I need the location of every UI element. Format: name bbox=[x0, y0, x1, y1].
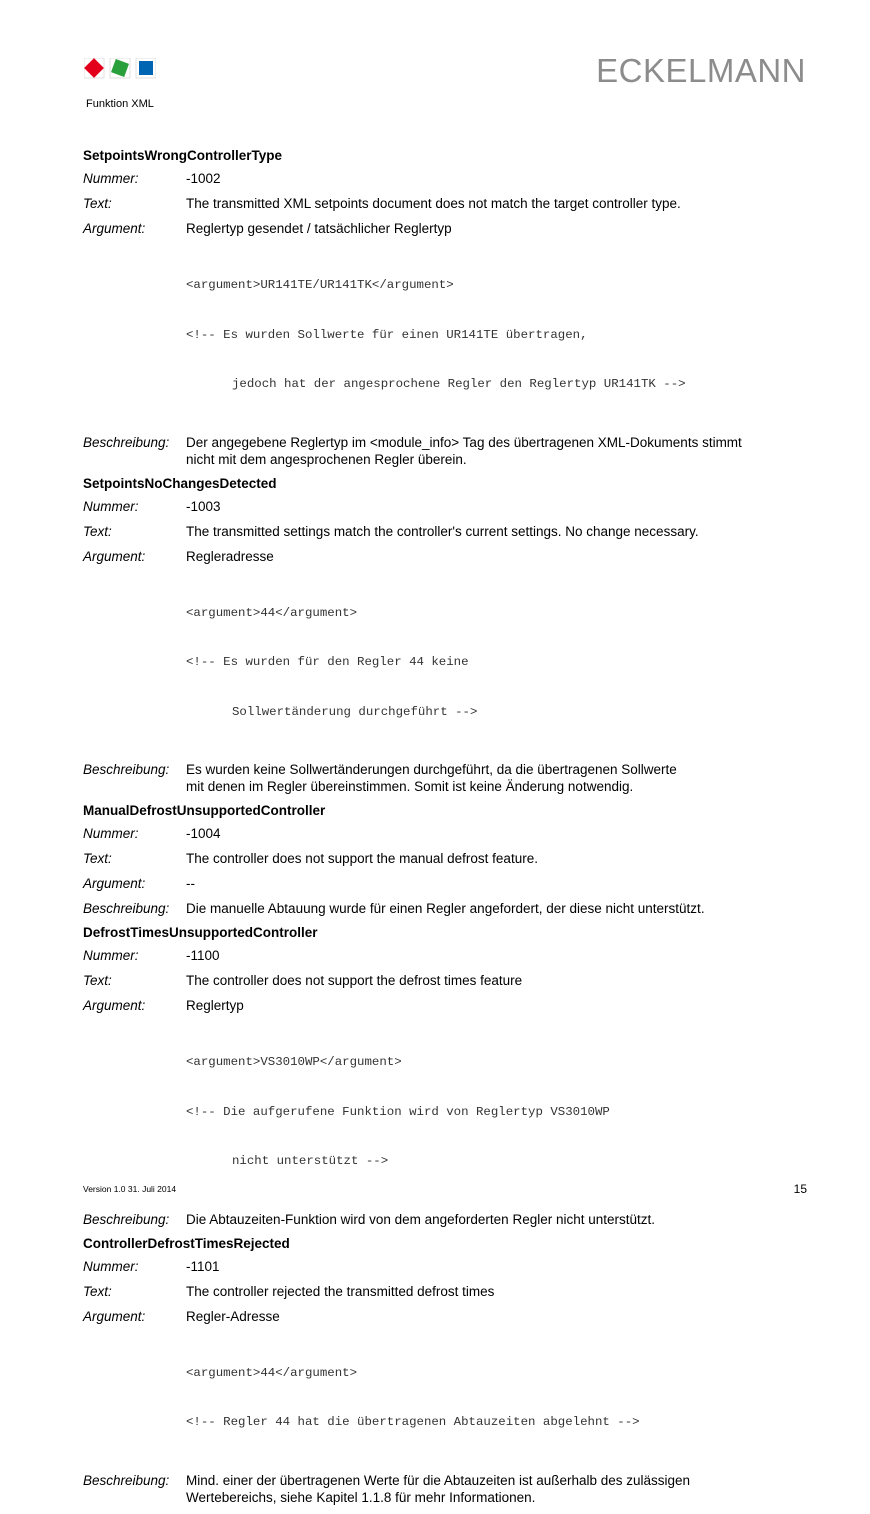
beschreibung-row bbox=[83, 434, 813, 468]
code-line: <!-- Die aufgerufene Funktion wird von Reglertyp VS3010WP bbox=[186, 1104, 610, 1119]
code-line: <argument>UR141TE/UR141TK</argument> bbox=[186, 278, 454, 292]
text-label: Text: bbox=[83, 196, 112, 211]
beschreibung-line: Es wurden keine Sollwertänderungen durchgeführt, da die übertragenen Sollwerte bbox=[186, 762, 677, 777]
code-line: <argument>44</argument> bbox=[186, 605, 358, 620]
code-line: <argument>VS3010WP</argument> bbox=[186, 1055, 402, 1069]
text-label: Text: bbox=[83, 523, 112, 539]
text-label: Text: bbox=[83, 851, 112, 866]
nummer-label: Nummer: bbox=[83, 1258, 139, 1274]
beschreibung-row bbox=[83, 900, 813, 917]
beschreibung-value bbox=[186, 434, 813, 468]
footer-version: Version 1.0 31. Juli 2014 bbox=[83, 1184, 177, 1194]
text-value: The controller rejected the transmitted defrost times bbox=[186, 1283, 495, 1299]
argument-value: Reglertyp gesendet / tatsächlicher Reglertyp bbox=[186, 221, 452, 236]
code-line: jedoch hat der angesprochene Regler den Reglertyp UR141TK --> bbox=[232, 377, 686, 391]
beschreibung-line: Der angegebene Reglertyp im <module_info> Tag des übertragenen XML-Dokuments stimmt bbox=[186, 434, 742, 450]
nummer-value: -1004 bbox=[186, 826, 221, 841]
text-value: The controller does not support the defrost times feature bbox=[186, 973, 523, 988]
nummer-label: Nummer: bbox=[83, 826, 139, 841]
text-value: The controller does not support the manual defrost feature. bbox=[186, 851, 538, 866]
argument-row bbox=[83, 220, 813, 237]
beschreibung-row bbox=[83, 1211, 813, 1228]
text-value: The transmitted settings match the controller's current settings. No change necessary. bbox=[186, 523, 699, 539]
argument-label: Argument: bbox=[83, 548, 146, 564]
argument-label: Argument: bbox=[83, 998, 146, 1013]
text-label: Text: bbox=[83, 973, 112, 988]
beschreibung-label: Beschreibung: bbox=[83, 1472, 170, 1488]
code-example bbox=[186, 1332, 813, 1464]
logo-blue-square bbox=[136, 58, 156, 78]
code-example bbox=[186, 244, 813, 426]
beschreibung-line: Die manuelle Abtauung wurde für einen Regler angefordert, der diese nicht unterstützt. bbox=[186, 901, 705, 916]
argument-label: Argument: bbox=[83, 876, 146, 891]
beschreibung-value bbox=[186, 761, 813, 795]
code-line: nicht unterstützt --> bbox=[232, 1154, 389, 1168]
error-section-setpoints-no-changes-detected bbox=[83, 476, 813, 796]
section-title: DefrostTimesUnsupportedController bbox=[83, 925, 318, 940]
text-row bbox=[83, 1283, 813, 1300]
beschreibung-label: Beschreibung: bbox=[83, 762, 170, 777]
text-row bbox=[83, 523, 813, 540]
code-line: <!-- Regler 44 hat die übertragenen Abtauzeiten abgelehnt --> bbox=[186, 1415, 640, 1429]
nummer-value: -1101 bbox=[186, 1258, 220, 1274]
document-body bbox=[83, 148, 813, 1514]
section-title: ControllerDefrostTimesRejected bbox=[83, 1235, 290, 1251]
code-line: <argument>44</argument> bbox=[186, 1365, 358, 1380]
text-row bbox=[83, 850, 813, 867]
nummer-value: -1003 bbox=[186, 498, 221, 514]
argument-row bbox=[83, 1308, 813, 1325]
argument-value: Regleradresse bbox=[186, 548, 274, 564]
code-example bbox=[186, 1021, 813, 1203]
section-title: SetpointsNoChangesDetected bbox=[83, 475, 277, 491]
error-section-manual-defrost-unsupported-controller bbox=[83, 803, 813, 917]
beschreibung-label: Beschreibung: bbox=[83, 901, 170, 916]
argument-row bbox=[83, 548, 813, 565]
beschreibung-row bbox=[83, 761, 813, 795]
section-title: SetpointsWrongControllerType bbox=[83, 148, 282, 163]
beschreibung-line: Die Abtauzeiten-Funktion wird von dem angeforderten Regler nicht unterstützt. bbox=[186, 1211, 656, 1227]
beschreibung-row bbox=[83, 1472, 813, 1506]
argument-label: Argument: bbox=[83, 221, 146, 236]
beschreibung-line: mit denen im Regler übereinstimmen. Somit ist keine Änderung notwendig. bbox=[186, 779, 634, 794]
nummer-label: Nummer: bbox=[83, 498, 139, 514]
beschreibung-value bbox=[186, 1472, 813, 1506]
argument-value: Reglertyp bbox=[186, 998, 244, 1013]
beschreibung-line: Mind. einer der übertragenen Werte für die Abtauzeiten ist außerhalb des zulässigen bbox=[186, 1472, 691, 1488]
argument-label: Argument: bbox=[83, 1308, 146, 1324]
beschreibung-value bbox=[186, 900, 813, 917]
beschreibung-line: Wertebereichs, siehe Kapitel 1.1.8 für mehr Informationen. bbox=[186, 1489, 536, 1505]
code-line: <!-- Es wurden Sollwerte für einen UR141TE übertragen, bbox=[186, 327, 588, 342]
argument-row bbox=[83, 875, 813, 892]
logo-green-diamond bbox=[110, 58, 130, 78]
nummer-row bbox=[83, 947, 813, 964]
error-section-setpoints-wrong-controller-type bbox=[83, 148, 813, 468]
nummer-label: Nummer: bbox=[83, 171, 139, 186]
section-title: ManualDefrostUnsupportedController bbox=[83, 803, 326, 818]
nummer-value: -1100 bbox=[186, 948, 220, 963]
error-section-controller-defrost-times-rejected bbox=[83, 1236, 813, 1506]
header-subtitle: Funktion XML bbox=[86, 98, 154, 110]
nummer-row bbox=[83, 170, 813, 187]
text-row bbox=[83, 972, 813, 989]
beschreibung-value bbox=[186, 1211, 813, 1228]
logo-red-diamond bbox=[84, 58, 104, 78]
text-label: Text: bbox=[83, 1283, 112, 1299]
code-example bbox=[186, 572, 813, 754]
page-number: 15 bbox=[793, 1182, 807, 1196]
beschreibung-label: Beschreibung: bbox=[83, 434, 170, 450]
nummer-label: Nummer: bbox=[83, 948, 139, 963]
code-line: <!-- Es wurden für den Regler 44 keine bbox=[186, 655, 469, 669]
brand-wordmark: ECKELMANN bbox=[596, 52, 806, 89]
text-row bbox=[83, 195, 813, 212]
beschreibung-line: nicht mit dem angesprochenen Regler überein. bbox=[186, 451, 467, 467]
nummer-row bbox=[83, 498, 813, 515]
argument-row bbox=[83, 997, 813, 1014]
beschreibung-label: Beschreibung: bbox=[83, 1211, 170, 1227]
nummer-row bbox=[83, 825, 813, 842]
argument-value: Regler-Adresse bbox=[186, 1308, 280, 1324]
nummer-value: -1002 bbox=[186, 171, 221, 186]
nummer-row bbox=[83, 1258, 813, 1275]
error-section-defrost-times-unsupported-controller bbox=[83, 925, 813, 1228]
code-line: Sollwertänderung durchgeführt --> bbox=[232, 704, 478, 719]
argument-value: -- bbox=[186, 876, 195, 891]
eckelmann-logo bbox=[84, 58, 156, 82]
text-value: The transmitted XML setpoints document does not match the target controller type. bbox=[186, 196, 681, 211]
